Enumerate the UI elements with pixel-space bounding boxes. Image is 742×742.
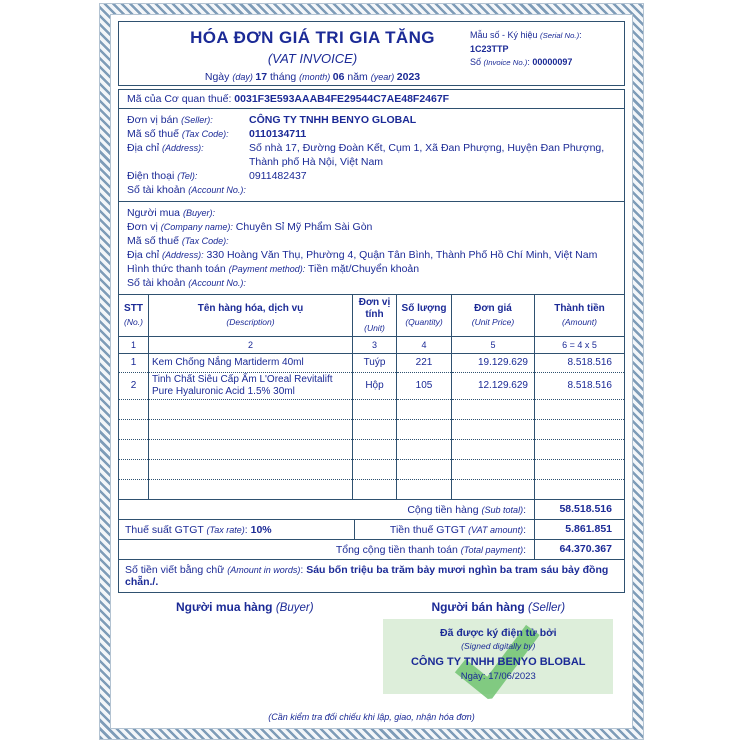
tax-rate-label	[119, 520, 355, 539]
empty-cell	[119, 440, 149, 460]
text-token: 2023	[396, 71, 421, 83]
text-token: Địa chỉ	[127, 249, 163, 261]
invoice-date-line	[119, 71, 506, 83]
text-token: Cộng tiền hàng	[407, 503, 482, 516]
decorative-rope-border	[99, 3, 644, 740]
empty-cell	[353, 440, 397, 460]
items-table-head	[119, 295, 625, 354]
text-token: (Buyer):	[182, 208, 215, 218]
info-row	[127, 141, 616, 169]
empty-cell	[149, 420, 353, 440]
text-token: :	[523, 523, 526, 536]
item-cell: Kem Chống Nắng Martiderm 40ml	[149, 354, 353, 373]
text-token: Mã của Cơ quan thuế:	[127, 93, 235, 105]
text-token: (Sub total)	[481, 504, 524, 515]
text-token: (month)	[299, 72, 333, 82]
item-cell: 8.518.516	[535, 373, 625, 400]
info-row	[127, 169, 616, 183]
text-token: (Address):	[162, 250, 204, 260]
signature-seller-label	[372, 600, 626, 614]
text-token: (Serial No.)	[540, 31, 580, 40]
field-value: Tiền mặt/Chuyển khoản	[305, 263, 420, 275]
info-row	[127, 113, 616, 127]
text-token: 0031F3E593AAAB4FE29544C7AE48F2467F	[234, 93, 450, 105]
text-token: Số tiền viết bằng chữ	[125, 563, 228, 576]
info-row	[127, 220, 616, 234]
info-row	[127, 127, 616, 141]
empty-row	[119, 460, 625, 480]
item-row	[119, 354, 625, 373]
item-cell: Tuýp	[353, 354, 397, 373]
seller-label-en: (Seller)	[528, 601, 566, 614]
empty-cell	[535, 460, 625, 480]
empty-cell	[452, 460, 535, 480]
items-table	[118, 294, 625, 500]
column-header: STT (No.)	[119, 295, 149, 337]
text-token: Tiền thuế GTGT	[389, 523, 469, 536]
total-payment-row	[118, 539, 625, 560]
info-row	[127, 234, 616, 248]
text-token: Địa chỉ	[127, 142, 163, 154]
text-token: (Account No.):	[188, 185, 246, 195]
text-token: (Total payment)	[460, 544, 524, 555]
item-row	[119, 373, 625, 400]
text-token: (day)	[232, 72, 256, 82]
invoice-title: HÓA ĐƠN GIÁ TRI GIA TĂNG	[190, 28, 435, 47]
invoice-header	[118, 21, 625, 86]
item-cell: 19.129.629	[452, 354, 535, 373]
text-token: (Invoice No.)	[483, 58, 528, 67]
column-number: 5	[452, 337, 535, 354]
text-token: (Payment method):	[228, 264, 306, 274]
empty-row	[119, 480, 625, 500]
column-number: 3	[353, 337, 397, 354]
info-row	[127, 206, 616, 220]
amount-in-words-row	[118, 559, 625, 593]
signature-section	[118, 600, 625, 694]
text-token: Sáu bốn triệu ba trăm bảy mươi nghìn ba tram sáu bảy đồng chẵn./.	[125, 563, 609, 588]
column-header: Thành tiền (Amount)	[535, 295, 625, 337]
column-header: Đơn giá (Unit Price)	[452, 295, 535, 337]
empty-cell	[535, 420, 625, 440]
text-token: (Address):	[162, 143, 204, 153]
text-token: (Tax Code):	[181, 236, 229, 246]
vat-amount-value: 5.861.851	[534, 520, 624, 539]
buyer-label-en: (Buyer)	[275, 601, 314, 614]
text-token: 17	[255, 71, 270, 83]
empty-cell	[397, 400, 452, 420]
text-token: Mã số thuế	[127, 128, 182, 140]
field-label	[127, 169, 249, 183]
empty-row	[119, 440, 625, 460]
text-token: :	[523, 543, 526, 556]
text-token: Người mua	[127, 207, 183, 219]
field-value	[249, 183, 616, 197]
text-token: (Account No.):	[188, 278, 246, 288]
invoice-subtitle: (VAT INVOICE)	[267, 51, 358, 66]
stamp-signed-by-vi: Đã được ký điện tử bởi	[440, 626, 557, 639]
invoice-number-line	[470, 56, 618, 70]
subtotal-row	[118, 499, 625, 520]
empty-cell	[353, 400, 397, 420]
text-token: (Tax Code):	[181, 129, 229, 139]
field-label	[127, 113, 249, 127]
seller-label-vi: Người bán hàng	[431, 599, 528, 614]
buyer-signature-column	[118, 600, 372, 694]
column-number: 4	[397, 337, 452, 354]
text-token: Số tài khoản	[127, 184, 189, 196]
item-cell: 105	[397, 373, 452, 400]
empty-cell	[535, 440, 625, 460]
text-token: (Amount in words)	[227, 564, 301, 575]
tax-authority-code-line	[118, 89, 625, 109]
field-value: Chuyên Sỉ Mỹ Phẩm Sài Gòn	[232, 221, 373, 233]
column-header: Đơn vị tính (Unit)	[353, 295, 397, 337]
column-header: Tên hàng hóa, dịch vụ (Description)	[149, 295, 353, 337]
text-token: (VAT amount)	[468, 524, 524, 535]
empty-cell	[535, 480, 625, 500]
digital-signature-stamp	[383, 619, 613, 694]
text-token: Hình thức thanh toán	[127, 263, 229, 275]
field-label	[127, 183, 249, 197]
empty-cell	[119, 420, 149, 440]
empty-cell	[452, 480, 535, 500]
buyer-label-vi: Người mua hàng	[175, 599, 276, 614]
footer-note: (Cần kiểm tra đối chiếu khi lập, giao, nhận hóa đơn)	[268, 712, 475, 722]
text-token: Mẫu số - Ký hiệu	[470, 30, 541, 40]
text-token: Ngày	[204, 71, 233, 83]
document-area	[110, 14, 633, 729]
text-token: Thuế suất GTGT	[125, 523, 207, 536]
text-token: (Tel):	[177, 171, 198, 181]
stamp-company-name: CÔNG TY TNHH BENYO BLOBAL	[410, 655, 586, 668]
empty-cell	[397, 460, 452, 480]
field-label	[127, 141, 249, 169]
text-token: 10%	[250, 523, 272, 536]
text-token: (Tax rate)	[206, 524, 245, 535]
empty-cell	[353, 460, 397, 480]
item-cell: 2	[119, 373, 149, 400]
field-label	[127, 127, 249, 141]
field-value: Số nhà 17, Đường Đoàn Kết, Cụm 1, Xã Đan Phượng, Huyện Đan Phượng, Thành phố Hà Nội, Việt Nam	[249, 142, 605, 168]
field-value: 0110134711	[249, 128, 307, 140]
field-value: CÔNG TY TNHH BENYO GLOBAL	[249, 114, 417, 126]
text-token: Số tài khoản	[127, 277, 189, 289]
empty-cell	[452, 420, 535, 440]
empty-cell	[149, 400, 353, 420]
empty-cell	[353, 420, 397, 440]
seller-info-box	[118, 108, 625, 202]
info-row	[127, 248, 616, 262]
empty-cell	[119, 480, 149, 500]
info-row	[127, 276, 616, 290]
invoice-serial-block	[470, 29, 618, 70]
text-token: Tổng cộng tiền thanh toán	[335, 543, 461, 556]
item-cell: 221	[397, 354, 452, 373]
text-token: năm	[347, 71, 371, 83]
signature-buyer-label	[118, 600, 372, 614]
text-token: 06	[332, 71, 348, 83]
item-cell: Hộp	[353, 373, 397, 400]
text-token: Đơn vị bán	[127, 114, 182, 126]
item-cell: 1	[119, 354, 149, 373]
buyer-info-box	[118, 201, 625, 295]
item-cell: Tinh Chất Siêu Cấp Ẩm L'Oreal Revitalift Pure Hyaluronic Acid 1.5% 30ml	[149, 373, 353, 400]
stamp-sign-date: Ngày: 17/06/2023	[460, 670, 536, 682]
total-payment-value: 64.370.367	[534, 540, 624, 559]
text-token: :	[579, 30, 582, 40]
empty-row	[119, 400, 625, 420]
empty-cell	[535, 400, 625, 420]
vat-amount-label	[355, 520, 534, 539]
subtotal-value: 58.518.516	[534, 500, 624, 519]
text-token: Điện thoại	[127, 170, 178, 182]
column-number: 2	[149, 337, 353, 354]
text-token: Đơn vị	[127, 221, 161, 233]
empty-cell	[452, 400, 535, 420]
serial-number-line	[470, 29, 618, 56]
column-number: 1	[119, 337, 149, 354]
item-cell: 8.518.516	[535, 354, 625, 373]
text-token: tháng	[269, 71, 300, 83]
empty-cell	[353, 480, 397, 500]
field-value: 0911482437	[249, 170, 307, 182]
text-token: Mã số thuế	[127, 235, 182, 247]
text-token: (Company name):	[160, 222, 233, 232]
subtotal-label	[119, 500, 534, 519]
seller-signature-column	[372, 600, 626, 694]
item-cell: 12.129.629	[452, 373, 535, 400]
empty-cell	[119, 400, 149, 420]
text-token: (Seller):	[181, 115, 213, 125]
empty-row	[119, 420, 625, 440]
column-number: 6 = 4 x 5	[535, 337, 625, 354]
empty-cell	[397, 480, 452, 500]
column-header: Số lượng (Quantity)	[397, 295, 452, 337]
text-token: 00000097	[532, 57, 573, 67]
empty-cell	[397, 420, 452, 440]
text-token: (year)	[370, 72, 397, 82]
empty-cell	[149, 480, 353, 500]
tax-row	[118, 519, 625, 540]
text-token: :	[527, 57, 533, 67]
empty-cell	[397, 440, 452, 460]
info-row	[127, 262, 616, 276]
empty-cell	[149, 460, 353, 480]
text-token: :	[244, 523, 251, 536]
text-token: 1C23TTP	[470, 43, 509, 54]
stamp-signed-by-en: (Signed digitally by)	[461, 640, 536, 651]
total-payment-label	[119, 540, 534, 559]
text-token: Số	[470, 57, 484, 67]
info-row	[127, 183, 616, 197]
field-value: 330 Hoàng Văn Thụ, Phường 4, Quận Tân Bình, Thành Phố Hồ Chí Minh, Việt Nam	[203, 249, 598, 261]
items-table-body	[119, 354, 625, 500]
text-token: :	[300, 563, 307, 576]
empty-cell	[119, 460, 149, 480]
empty-cell	[452, 440, 535, 460]
empty-cell	[149, 440, 353, 460]
text-token: :	[523, 503, 526, 516]
